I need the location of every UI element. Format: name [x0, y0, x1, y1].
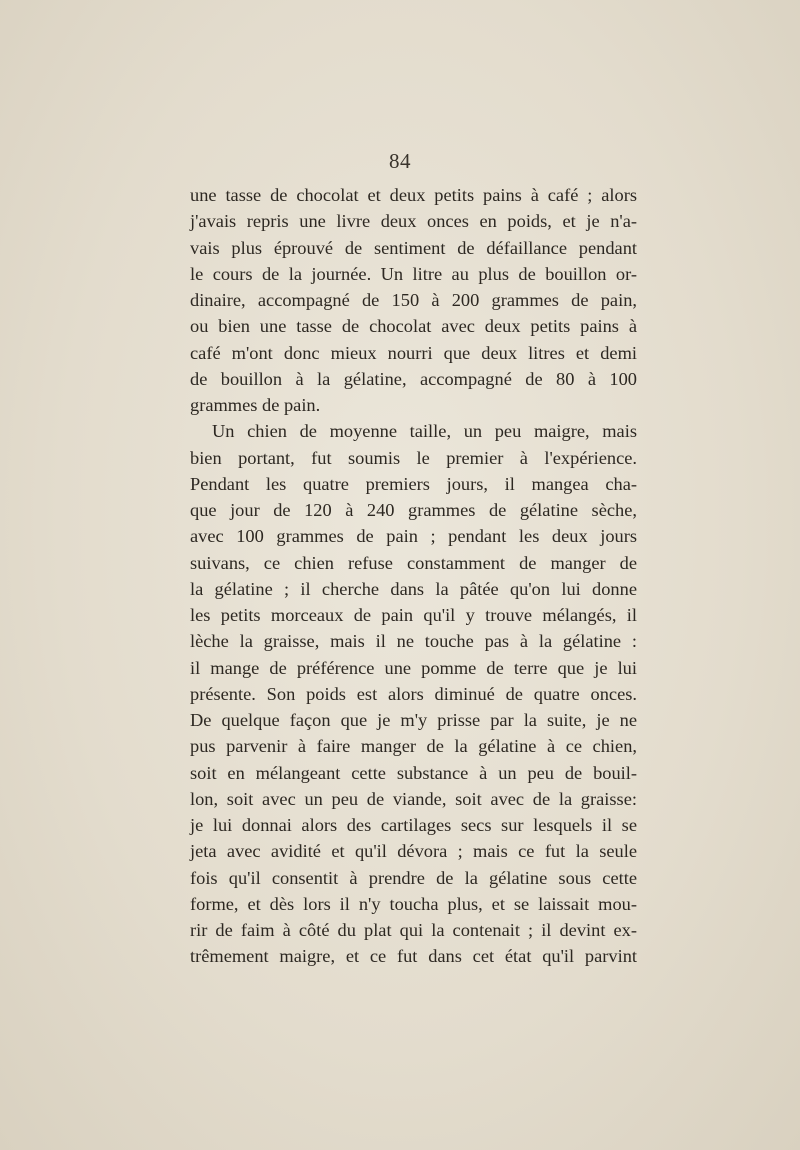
text-line: suivans, ce chien refuse constamment de manger de [190, 552, 637, 573]
text-line: le cours de la journée. Un litre au plus de bouillon or- [190, 263, 637, 284]
text-line: bien portant, fut soumis le premier à l'expérience. [190, 447, 637, 468]
text-line: vais plus éprouvé de sentiment de défaillance pendant [190, 237, 637, 258]
text-line: de bouillon à la gélatine, accompagné de 80 à 100 [190, 368, 637, 389]
text-line: forme, et dès lors il n'y toucha plus, et se laissait mou- [190, 893, 637, 914]
text-line: rir de faim à côté du plat qui la contenait ; il devint ex- [190, 920, 637, 940]
text-line: je lui donnai alors des cartilages secs sur lesquels il se [190, 815, 637, 835]
body-text [190, 182, 637, 970]
text-line: il mange de préférence une pomme de terre que je lui [190, 657, 637, 678]
text-line: une tasse de chocolat et deux petits pains à café ; alors [190, 185, 637, 205]
text-line: la gélatine ; il cherche dans la pâtée qu'on lui donne [190, 578, 637, 599]
text-line: les petits morceaux de pain qu'il y trouve mélangés, il [190, 605, 637, 625]
text-line: jeta avec avidité et qu'il dévora ; mais ce fut la seule [190, 841, 637, 862]
text-line: lon, soit avec un peu de viande, soit avec de la graisse: [190, 788, 637, 809]
text-line: ou bien une tasse de chocolat avec deux petits pains à [190, 316, 637, 337]
text-line: Pendant les quatre premiers jours, il mangea cha- [190, 473, 637, 494]
text-line: lèche la graisse, mais il ne touche pas à la gélatine : [190, 631, 637, 652]
text-line: fois qu'il consentit à prendre de la gélatine sous cette [190, 867, 637, 888]
text-line: De quelque façon que je m'y prisse par la suite, je ne [190, 710, 637, 730]
text-line: Un chien de moyenne taille, un peu maigre, mais [212, 421, 637, 442]
page-number: 84 [389, 149, 411, 173]
text-line: grammes de pain. [190, 395, 321, 415]
text-line: dinaire, accompagné de 150 à 200 grammes de pain, [190, 290, 637, 310]
text-line: j'avais repris une livre deux onces en poids, et je n'a- [190, 211, 637, 232]
text-line: avec 100 grammes de pain ; pendant les deux jours [190, 526, 637, 547]
text-line: soit en mélangeant cette substance à un peu de bouil- [190, 762, 637, 783]
text-line: pus parvenir à faire manger de la gélatine à ce chien, [190, 736, 637, 757]
text-line: présente. Son poids est alors diminué de quatre onces. [190, 683, 637, 704]
text-line: trêmement maigre, et ce fut dans cet état qu'il parvint [190, 946, 637, 967]
text-line: café m'ont donc mieux nourri que deux litres et demi [190, 342, 637, 363]
text-line: que jour de 120 à 240 grammes de gélatine sèche, [190, 500, 637, 520]
